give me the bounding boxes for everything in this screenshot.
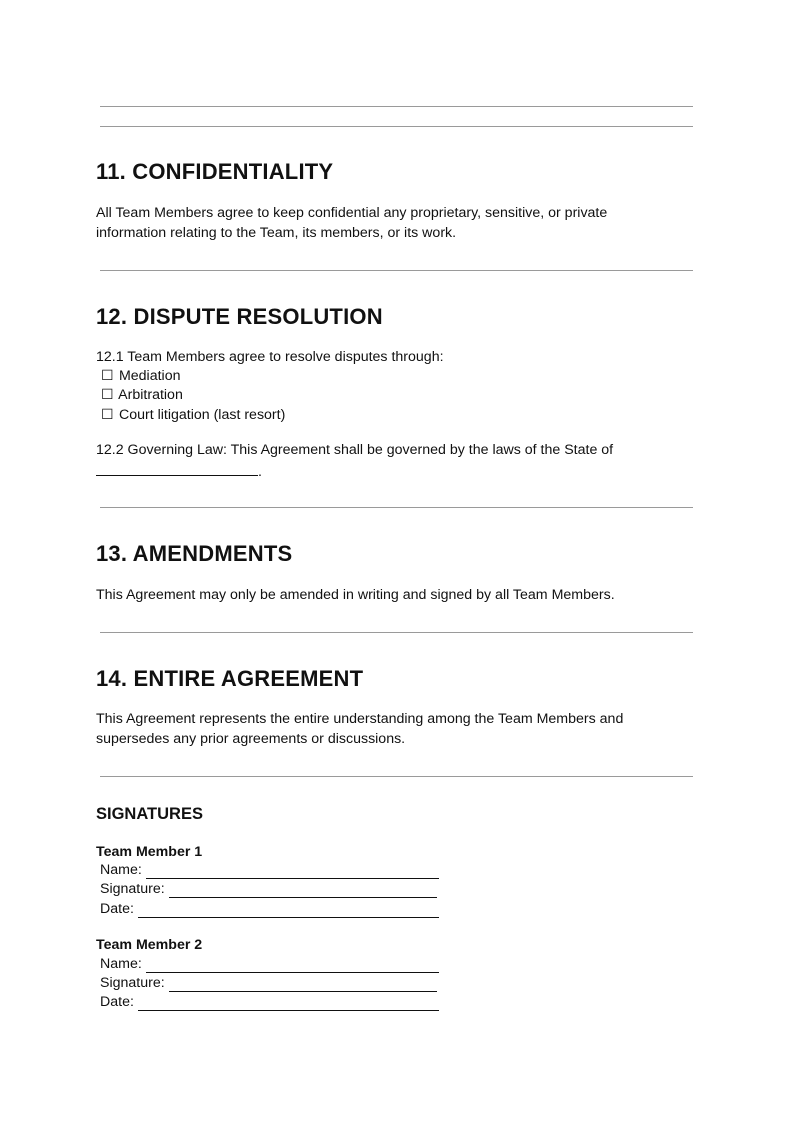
option-label: Mediation — [118, 368, 181, 384]
member-2-name-field — [100, 955, 439, 973]
checkbox-icon[interactable]: ☐ — [101, 368, 114, 384]
signature-line[interactable] — [169, 883, 437, 898]
period: . — [258, 464, 262, 480]
paragraph: 12.1 Team Members agree to resolve disputes through: — [96, 349, 444, 365]
governing-law-blank-line — [96, 461, 262, 483]
date-label: Date: — [100, 901, 134, 917]
divider — [100, 776, 693, 777]
team-member-2-title: Team Member 2 — [96, 937, 203, 953]
divider — [100, 106, 693, 107]
name-label: Name: — [100, 862, 142, 878]
state-blank[interactable] — [96, 461, 258, 476]
signatures-heading: SIGNATURES — [96, 805, 203, 823]
checkbox-icon[interactable]: ☐ — [101, 387, 114, 403]
option-label: Court litigation (last resort) — [118, 407, 286, 423]
divider — [100, 126, 693, 127]
member-2-signature-field — [100, 974, 437, 992]
checkbox-option-arbitration[interactable] — [101, 386, 183, 405]
signature-label: Signature: — [100, 975, 165, 991]
name-line[interactable] — [146, 864, 439, 879]
member-1-name-field — [100, 861, 439, 879]
date-line[interactable] — [138, 996, 439, 1011]
paragraph: All Team Members agree to keep confidential any proprietary, sensitive, or private — [96, 205, 608, 221]
paragraph: This Agreement may only be amended in writing and signed by all Team Members. — [96, 587, 615, 603]
checkbox-icon[interactable]: ☐ — [101, 407, 114, 423]
member-1-signature-field — [100, 880, 437, 898]
name-label: Name: — [100, 956, 142, 972]
divider — [100, 270, 693, 271]
section-heading-amendments: 13. AMENDMENTS — [96, 541, 293, 566]
member-2-date-field — [100, 993, 439, 1011]
paragraph: This Agreement represents the entire understanding among the Team Members and — [96, 711, 624, 727]
divider — [100, 632, 693, 633]
section-heading-dispute-resolution: 12. DISPUTE RESOLUTION — [96, 304, 383, 329]
paragraph: 12.2 Governing Law: This Agreement shall be governed by the laws of the State of — [96, 442, 614, 458]
paragraph: supersedes any prior agreements or discussions. — [96, 731, 406, 747]
checkbox-option-court-litigation[interactable] — [101, 406, 285, 425]
date-line[interactable] — [138, 903, 439, 918]
option-label: Arbitration — [118, 387, 183, 403]
team-member-1-title: Team Member 1 — [96, 844, 203, 860]
checkbox-option-mediation[interactable] — [101, 367, 180, 386]
divider — [100, 507, 693, 508]
signature-label: Signature: — [100, 881, 165, 897]
section-heading-entire-agreement: 14. ENTIRE AGREEMENT — [96, 666, 364, 691]
section-heading-confidentiality: 11. CONFIDENTIALITY — [96, 159, 334, 184]
signature-line[interactable] — [169, 977, 437, 992]
member-1-date-field — [100, 900, 439, 918]
date-label: Date: — [100, 994, 134, 1010]
paragraph: information relating to the Team, its members, or its work. — [96, 225, 457, 241]
name-line[interactable] — [146, 958, 439, 973]
